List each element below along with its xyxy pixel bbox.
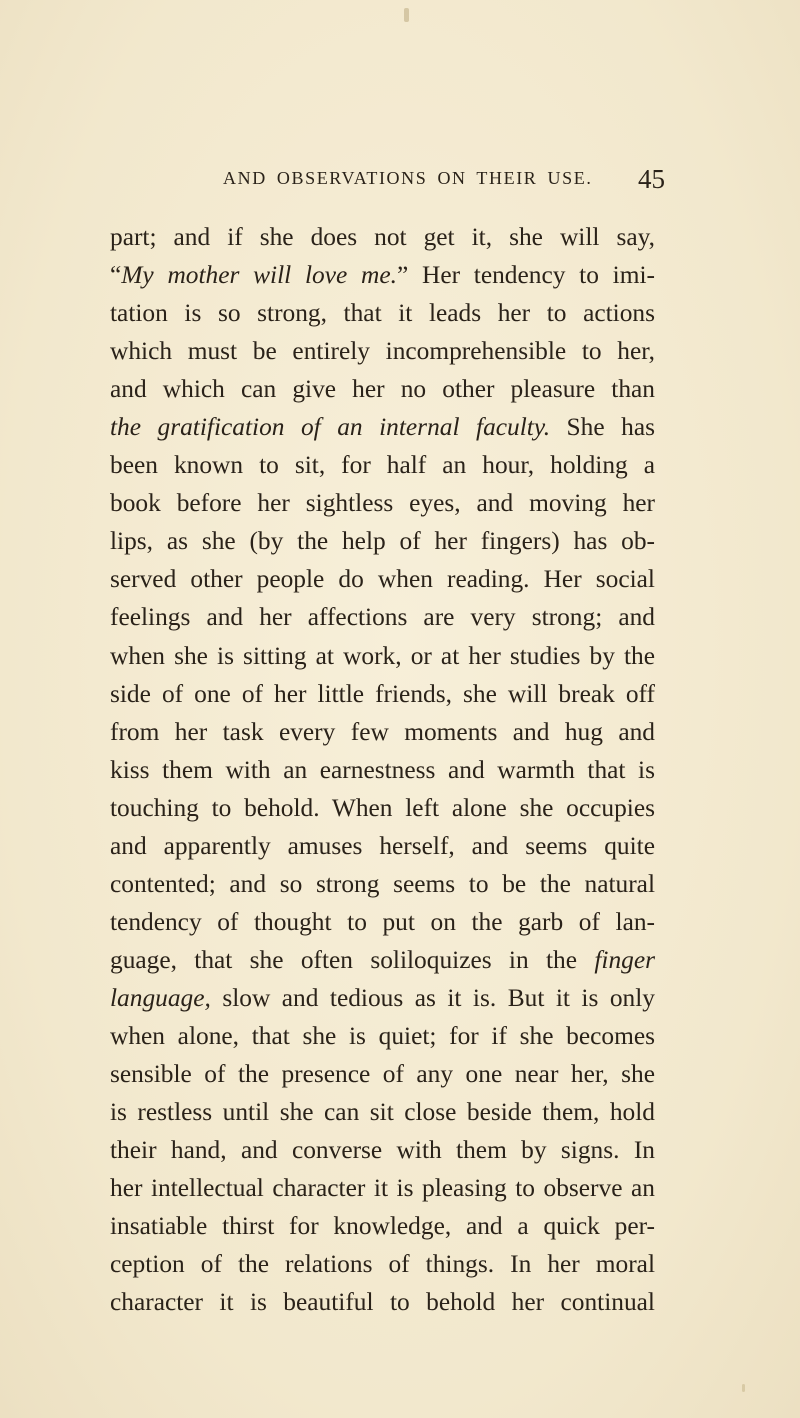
text-run: which must be entirely incomprehensible to her, <box>110 337 655 366</box>
text-run: She has <box>550 413 655 442</box>
text-line <box>110 1207 655 1245</box>
text-run: book before her sightless eyes, and moving her <box>110 489 655 518</box>
running-head: AND OBSERVATIONS ON THEIR USE. <box>223 168 593 188</box>
text-run: their hand, and converse with them by signs. In <box>110 1136 655 1165</box>
text-run: contented; and so strong seems to be the natural <box>110 869 655 898</box>
text-line <box>110 446 655 484</box>
text-run: kiss them with an earnestness and warmth that is <box>110 755 655 784</box>
italic-text: My mother will love me. <box>121 261 397 290</box>
text-run: lips, as she (by the help of her fingers) has ob- <box>110 527 655 556</box>
page-number: 45 <box>638 164 665 194</box>
text-run: and apparently amuses herself, and seems quite <box>110 831 655 860</box>
text-line <box>110 865 655 903</box>
text-line <box>110 1093 655 1131</box>
text-line <box>110 903 655 941</box>
text-line <box>110 408 655 446</box>
text-line <box>110 979 655 1017</box>
text-line <box>110 1169 655 1207</box>
text-line <box>110 370 655 408</box>
text-run: ception of the relations of things. In her moral <box>110 1250 655 1279</box>
text-line <box>110 560 655 598</box>
text-run: side of one of her little friends, she will break off <box>110 679 655 708</box>
text-run: served other people do when reading. Her social <box>110 565 655 594</box>
text-line <box>110 675 655 713</box>
text-line <box>110 598 655 636</box>
text-line <box>110 1055 655 1093</box>
text-run: tation is so strong, that it leads her to actions <box>110 299 655 328</box>
text-line <box>110 1283 655 1321</box>
text-run: “ <box>110 261 122 290</box>
text-line <box>110 522 655 560</box>
text-run: is restless until she can sit close beside them, hold <box>110 1098 655 1127</box>
text-run: touching to behold. When left alone she occupies <box>110 793 655 822</box>
paper-speck <box>404 8 409 22</box>
text-run: insatiable thirst for knowledge, and a quick per- <box>110 1212 655 1241</box>
text-line <box>110 484 655 522</box>
text-run: guage, that she often soliloquizes in the <box>110 945 595 974</box>
text-line <box>110 941 655 979</box>
text-line <box>110 218 655 256</box>
text-run: from her task every few moments and hug and <box>110 717 655 746</box>
text-run: part; and if she does not get it, she will say, <box>110 223 655 251</box>
text-run: character it is beautiful to behold her continual <box>110 1288 655 1317</box>
text-run: when she is sitting at work, or at her studies by the <box>110 641 655 670</box>
text-run: tendency of thought to put on the garb of lan- <box>110 907 655 936</box>
paper-speck <box>742 1384 745 1392</box>
text-run: when alone, that she is quiet; for if she becomes <box>110 1021 655 1050</box>
text-run: and which can give her no other pleasure than <box>110 375 655 404</box>
text-run: slow and tedious as it is. But it is only <box>210 983 655 1012</box>
italic-text: language, <box>110 983 211 1012</box>
text-line <box>110 1017 655 1055</box>
text-run: been known to sit, for half an hour, holding a <box>110 451 655 480</box>
page-header <box>0 164 800 198</box>
text-line <box>110 827 655 865</box>
text-line <box>110 256 655 294</box>
text-run: her intellectual character it is pleasing to observe an <box>110 1174 655 1203</box>
text-line <box>110 332 655 370</box>
italic-text: the gratification of an internal faculty. <box>110 413 551 442</box>
body-text <box>110 218 655 1321</box>
text-run: sensible of the presence of any one near her, she <box>110 1060 655 1089</box>
text-run: ” Her tendency to imi- <box>396 261 655 290</box>
text-line <box>110 713 655 751</box>
text-line <box>110 294 655 332</box>
text-line <box>110 637 655 675</box>
text-line <box>110 751 655 789</box>
text-line <box>110 1131 655 1169</box>
text-run: feelings and her affections are very strong; and <box>110 603 655 632</box>
text-line <box>110 1245 655 1283</box>
italic-text: finger <box>594 945 655 974</box>
text-line <box>110 789 655 827</box>
